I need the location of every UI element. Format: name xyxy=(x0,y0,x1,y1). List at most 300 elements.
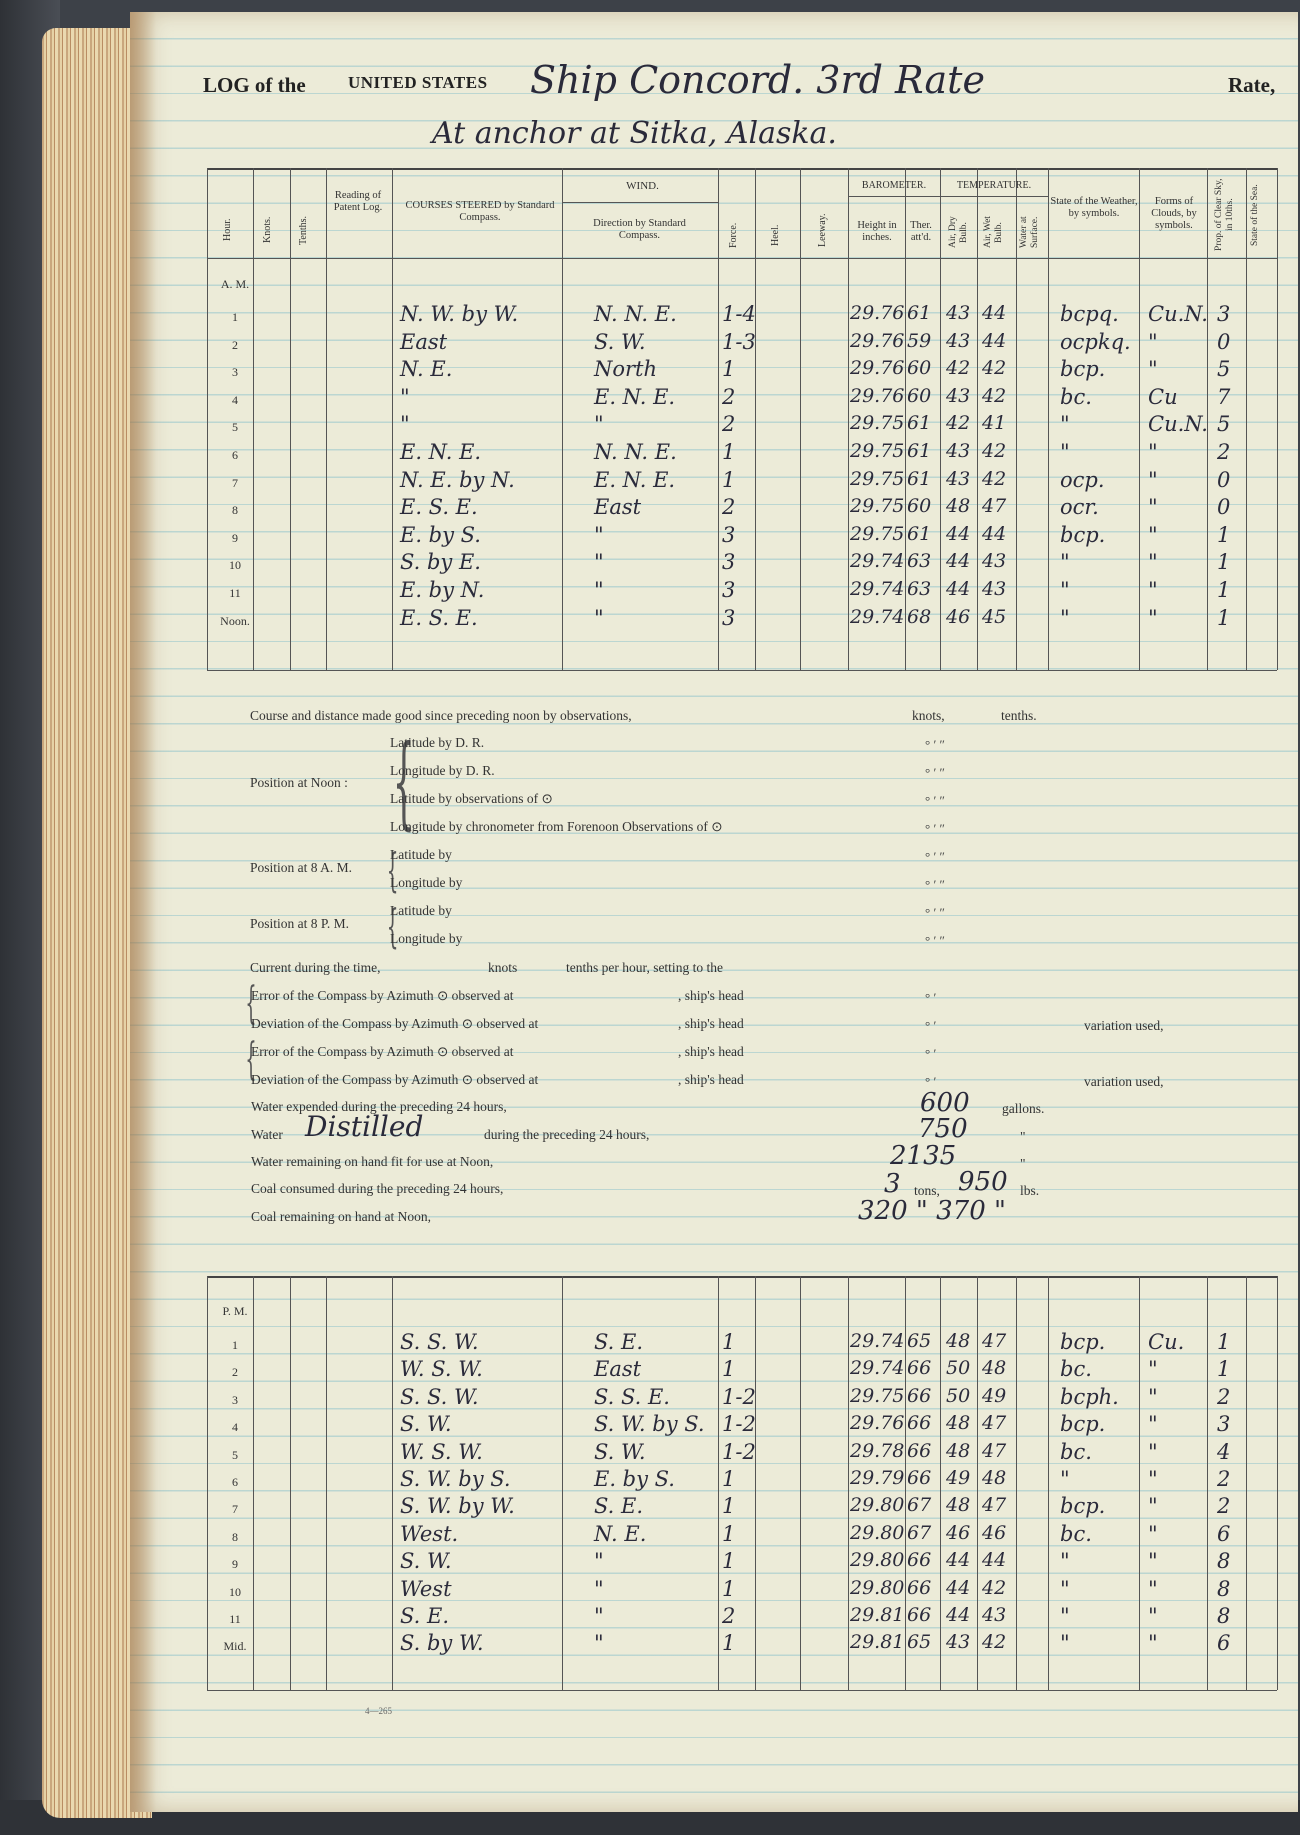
am-force-cell: 3 xyxy=(722,605,736,630)
pm-wet-bulb-cell: 43 xyxy=(982,1604,1007,1626)
col-wind: WIND. xyxy=(626,180,659,192)
pm-clouds-cell: " xyxy=(1148,1576,1158,1601)
am-wet-bulb-cell: 41 xyxy=(982,412,1007,435)
am-dry-bulb-cell: 44 xyxy=(946,550,971,573)
col-knots: Knots. xyxy=(262,216,273,244)
am-weather-cell: bcpq. xyxy=(1060,302,1119,326)
am-course-cell: E. S. E. xyxy=(400,495,478,520)
pm-barometer-cell: 29.81 xyxy=(850,1604,905,1626)
pm-weather-cell: " xyxy=(1060,1631,1070,1656)
am-col-line xyxy=(562,168,563,670)
am-weather-cell: ocp. xyxy=(1060,467,1105,492)
am-barometer-cell: 29.76 xyxy=(850,302,905,324)
pm-clouds-cell: " xyxy=(1148,1604,1158,1628)
am-barometer-cell: 29.75 xyxy=(850,495,905,518)
am-weather-cell: ocpkq. xyxy=(1060,329,1131,354)
am-barometer-cell: 29.74 xyxy=(850,605,905,628)
pm-force-cell: 1 xyxy=(722,1330,736,1354)
water-remaining-value: 2135 xyxy=(890,1141,957,1171)
pm-ther-cell: 65 xyxy=(907,1631,932,1654)
pm-clear-sky-cell: 4 xyxy=(1217,1439,1231,1464)
am-clouds-cell: " xyxy=(1148,605,1158,630)
am-hour-label: 2 xyxy=(232,337,238,352)
am-course-cell: N. W. by W. xyxy=(400,302,519,326)
col-wind-direction: Direction by Standard Compass. xyxy=(593,218,686,241)
pm-force-cell: 1-2 xyxy=(722,1384,756,1409)
am-col-line xyxy=(755,168,756,670)
position-8am-brace: { xyxy=(386,843,399,897)
col-clouds: Forms of Clouds, by symbols. xyxy=(1151,196,1197,231)
am-hour-label: 8 xyxy=(232,503,238,518)
pm-force-cell: 1-2 xyxy=(722,1412,756,1437)
am-wet-bulb-cell: 45 xyxy=(982,605,1007,628)
col-heel: Heel. xyxy=(770,224,781,246)
am-ther-cell: 61 xyxy=(907,467,932,490)
lat-obs-label: Latitude by observations of ⊙ xyxy=(390,791,553,806)
col-temperature: TEMPERATURE. xyxy=(956,180,1032,191)
water-expended-label: Water expended during the preceding 24 hours, xyxy=(251,1099,507,1114)
am-wet-bulb-cell: 44 xyxy=(982,522,1007,545)
am-dry-bulb-cell: 46 xyxy=(946,605,971,628)
pm-dry-bulb-cell: 44 xyxy=(946,1576,971,1599)
water-distilled-value: 750 xyxy=(918,1114,968,1144)
am-course-cell: " xyxy=(400,412,410,437)
am-wind-cell: N. N. E. xyxy=(594,302,677,326)
am-weather-cell: " xyxy=(1060,605,1070,630)
am-table-bottom-border xyxy=(207,670,1277,671)
am-hour-label: 11 xyxy=(229,586,241,600)
am-barometer-cell: 29.75 xyxy=(850,522,905,545)
pm-label: P. M. xyxy=(222,1304,248,1318)
am-course-cell: E. N. E. xyxy=(400,440,482,464)
gallons-label: gallons. xyxy=(1002,1101,1045,1116)
log-title: LOG of the xyxy=(203,73,306,97)
am-clear-sky-cell: 1 xyxy=(1217,522,1231,547)
pm-clear-sky-cell: 3 xyxy=(1217,1412,1231,1437)
pm-ther-cell: 67 xyxy=(907,1494,932,1517)
pm-wind-cell: S. W. xyxy=(594,1439,646,1464)
position-8pm-lat: Latitude by xyxy=(390,903,452,918)
pm-wet-bulb-cell: 42 xyxy=(982,1576,1007,1599)
am-clear-sky-cell: 5 xyxy=(1217,412,1231,437)
pm-wind-cell: " xyxy=(594,1604,604,1628)
pm-course-cell: S. W. by S. xyxy=(400,1467,511,1491)
am-clouds-cell: " xyxy=(1148,440,1158,464)
am-force-cell: 1 xyxy=(722,440,736,464)
am-wind-cell: " xyxy=(594,522,604,547)
pm-dry-bulb-cell: 48 xyxy=(946,1330,971,1352)
pm-force-cell: 1-2 xyxy=(722,1439,756,1464)
pm-clouds-cell: " xyxy=(1148,1549,1158,1574)
am-ther-cell: 61 xyxy=(907,440,932,462)
pm-col-line xyxy=(290,1276,291,1690)
am-wet-bulb-cell: 44 xyxy=(982,329,1007,352)
pm-wet-bulb-cell: 48 xyxy=(982,1357,1007,1380)
ships-head-1: , ship's head xyxy=(678,988,744,1003)
am-hour-label: 3 xyxy=(232,365,238,380)
am-dry-bulb-cell: 42 xyxy=(946,412,971,435)
pm-dry-bulb-cell: 49 xyxy=(946,1467,971,1489)
am-force-cell: 2 xyxy=(722,412,736,437)
pm-force-cell: 1 xyxy=(722,1576,736,1601)
am-col-line xyxy=(977,168,978,670)
am-clouds-cell: Cu.N. xyxy=(1148,412,1208,437)
bar-temp-subheader-line xyxy=(848,196,1048,197)
am-col-line xyxy=(940,168,941,670)
pm-barometer-cell: 29.79 xyxy=(850,1467,905,1489)
am-wind-cell: " xyxy=(594,412,604,437)
pm-col-line xyxy=(562,1276,563,1690)
col-air-wet: Air, Wet Bulb. xyxy=(983,216,1004,249)
position-8am-long: Longitude by xyxy=(390,875,463,890)
degree-minute-second-marks: ° ′ ″ xyxy=(925,877,945,892)
pm-weather-cell: " xyxy=(1060,1549,1070,1574)
am-barometer-cell: 29.76 xyxy=(850,384,905,407)
am-course-cell: East xyxy=(400,329,448,354)
am-table-top-border xyxy=(207,168,1277,170)
am-clouds-cell: " xyxy=(1148,329,1158,354)
pm-course-cell: S. by W. xyxy=(400,1631,484,1656)
am-dry-bulb-cell: 43 xyxy=(946,384,971,407)
am-clouds-cell: Cu xyxy=(1148,384,1178,409)
am-header-separator xyxy=(207,258,1277,259)
am-clouds-cell: Cu.N. xyxy=(1148,302,1208,326)
pm-col-line xyxy=(848,1276,849,1690)
pm-wind-cell: S. W. by S. xyxy=(594,1412,705,1437)
pm-ther-cell: 67 xyxy=(907,1521,932,1544)
pm-col-line xyxy=(718,1276,719,1690)
pm-weather-cell: " xyxy=(1060,1576,1070,1601)
pm-col-line xyxy=(977,1276,978,1690)
pm-weather-cell: " xyxy=(1060,1467,1070,1491)
am-weather-cell: bc. xyxy=(1060,384,1092,409)
col-weather: State of the Weather, by symbols. xyxy=(1050,196,1138,219)
variation-used-2: variation used, xyxy=(1084,1074,1164,1089)
am-col-line xyxy=(718,168,719,670)
am-dry-bulb-cell: 43 xyxy=(946,467,971,490)
pm-wet-bulb-cell: 44 xyxy=(982,1549,1007,1572)
pm-table-bottom-border xyxy=(207,1690,1277,1691)
position-8pm-brace: { xyxy=(386,899,399,953)
position-8am-lat: Latitude by xyxy=(390,847,452,862)
course-knots-label: knots, xyxy=(912,708,945,723)
pm-wind-cell: " xyxy=(594,1549,604,1574)
pm-col-line xyxy=(1277,1276,1278,1690)
degree-minute-marks: ° ′ xyxy=(925,990,937,1005)
pm-force-cell: 1 xyxy=(722,1631,736,1656)
am-barometer-cell: 29.75 xyxy=(850,440,905,462)
degree-minute-second-marks: ° ′ ″ xyxy=(925,793,945,808)
pm-col-line xyxy=(755,1276,756,1690)
am-wet-bulb-cell: 42 xyxy=(982,440,1007,462)
col-tenths: Tenths. xyxy=(298,215,309,245)
pm-course-cell: S. S. W. xyxy=(400,1384,479,1409)
col-bar-height: Height in inches. xyxy=(857,220,897,243)
pm-force-cell: 1 xyxy=(722,1357,736,1382)
pm-course-cell: W. S. W. xyxy=(400,1357,483,1382)
pm-clouds-cell: " xyxy=(1148,1412,1158,1437)
degree-minute-second-marks: ° ′ ″ xyxy=(925,765,945,780)
coal-lbs-value: 950 xyxy=(958,1167,1008,1197)
am-wet-bulb-cell: 42 xyxy=(982,467,1007,490)
pm-hour-label: 8 xyxy=(232,1529,238,1544)
pm-course-cell: S. S. W. xyxy=(400,1330,479,1354)
am-col-line xyxy=(290,168,291,670)
pm-col-line xyxy=(800,1276,801,1690)
am-clouds-cell: " xyxy=(1148,550,1158,575)
am-course-cell: " xyxy=(400,384,410,409)
pm-barometer-cell: 29.80 xyxy=(850,1521,905,1544)
pm-hour-label: 9 xyxy=(232,1557,238,1572)
pm-dry-bulb-cell: 50 xyxy=(946,1384,971,1407)
am-hour-label: Noon. xyxy=(220,613,250,628)
pm-weather-cell: bc. xyxy=(1060,1439,1092,1464)
am-col-line xyxy=(1016,168,1017,670)
am-clouds-cell: " xyxy=(1148,467,1158,492)
am-clouds-cell: " xyxy=(1148,495,1158,520)
pm-hour-label: 10 xyxy=(229,1584,241,1599)
am-force-cell: 1-4 xyxy=(722,302,756,326)
degree-minute-second-marks: ° ′ ″ xyxy=(925,905,945,920)
col-water-surface: Water at Surface. xyxy=(1019,216,1040,249)
am-hour-label: 5 xyxy=(232,420,238,435)
pm-weather-cell: bcp. xyxy=(1060,1330,1106,1354)
pm-dry-bulb-cell: 43 xyxy=(946,1631,971,1654)
pm-force-cell: 1 xyxy=(722,1549,736,1574)
pm-ther-cell: 66 xyxy=(907,1439,932,1462)
am-clear-sky-cell: 7 xyxy=(1217,384,1231,409)
pm-col-line xyxy=(1048,1276,1049,1690)
pm-force-cell: 2 xyxy=(722,1604,736,1628)
am-wind-cell: " xyxy=(594,550,604,575)
am-wind-cell: E. N. E. xyxy=(594,384,676,409)
am-clear-sky-cell: 2 xyxy=(1217,440,1231,464)
pm-wind-cell: " xyxy=(594,1576,604,1601)
location-handwritten: At anchor at Sitka, Alaska. xyxy=(432,116,837,151)
am-dry-bulb-cell: 43 xyxy=(946,329,971,352)
pm-wet-bulb-cell: 47 xyxy=(982,1439,1007,1462)
col-barometer: BAROMETER. xyxy=(861,180,927,191)
am-col-line xyxy=(848,168,849,670)
pm-ther-cell: 66 xyxy=(907,1467,932,1489)
lat-dr-label: Latitude by D. R. xyxy=(390,735,485,750)
pm-hour-label: 6 xyxy=(232,1475,238,1489)
am-ther-cell: 63 xyxy=(907,550,932,573)
am-force-cell: 1-3 xyxy=(722,329,756,354)
united-states-label: UNITED STATES xyxy=(348,73,488,92)
pm-force-cell: 1 xyxy=(722,1494,736,1519)
coal-remaining-value: 320 " 370 " xyxy=(858,1196,1006,1226)
pm-clear-sky-cell: 6 xyxy=(1217,1521,1231,1546)
am-ther-cell: 59 xyxy=(907,329,932,352)
col-courses: COURSES STEERED by Standard Compass. xyxy=(405,200,555,223)
coal-tons-value: 3 xyxy=(884,1169,901,1199)
error-compass-1: Error of the Compass by Azimuth ⊙ observed at xyxy=(251,988,514,1003)
pm-dry-bulb-cell: 46 xyxy=(946,1521,971,1544)
am-wet-bulb-cell: 42 xyxy=(982,384,1007,407)
pm-clouds-cell: " xyxy=(1148,1357,1158,1382)
col-air-dry: Air, Dry Bulb. xyxy=(948,216,969,249)
am-force-cell: 3 xyxy=(722,550,736,575)
pm-col-line xyxy=(1246,1276,1247,1690)
pm-ther-cell: 66 xyxy=(907,1357,932,1380)
pm-course-cell: West xyxy=(400,1576,452,1601)
pm-wet-bulb-cell: 47 xyxy=(982,1494,1007,1517)
am-ther-cell: 61 xyxy=(907,302,932,324)
pm-dry-bulb-cell: 50 xyxy=(946,1357,971,1380)
degree-minute-marks: ° ′ xyxy=(925,1046,937,1061)
am-col-line xyxy=(1246,168,1247,670)
am-clear-sky-cell: 1 xyxy=(1217,605,1231,630)
pm-wet-bulb-cell: 49 xyxy=(982,1384,1007,1407)
am-dry-bulb-cell: 44 xyxy=(946,578,971,600)
water-distilled-ditto: " xyxy=(1020,1129,1026,1144)
am-ther-cell: 61 xyxy=(907,522,932,545)
pm-clear-sky-cell: 1 xyxy=(1217,1357,1231,1382)
degree-minute-second-marks: ° ′ ″ xyxy=(925,933,945,948)
pm-force-cell: 1 xyxy=(722,1521,736,1546)
pm-course-cell: S. W. by W. xyxy=(400,1494,515,1519)
pm-wind-cell: E. by S. xyxy=(594,1467,675,1491)
pm-clear-sky-cell: 2 xyxy=(1217,1494,1231,1519)
am-wind-cell: N. N. E. xyxy=(594,440,677,464)
am-course-cell: E. by S. xyxy=(400,522,481,547)
pm-table-top-border xyxy=(207,1276,1277,1278)
am-wind-cell: S. W. xyxy=(594,329,646,354)
am-wet-bulb-cell: 47 xyxy=(982,495,1007,518)
water-distilled-label: during the preceding 24 hours, xyxy=(484,1127,650,1142)
pm-clear-sky-cell: 1 xyxy=(1217,1330,1231,1354)
am-wind-cell: " xyxy=(594,605,604,630)
course-distance-label: Course and distance made good since preceding noon by observations, xyxy=(250,708,632,723)
am-hour-label: 4 xyxy=(232,392,238,407)
am-force-cell: 1 xyxy=(722,357,736,382)
deviation-compass-1: Deviation of the Compass by Azimuth ⊙ observed at xyxy=(251,1016,539,1031)
position-noon-brace: { xyxy=(392,723,415,840)
tons-label: tons, xyxy=(914,1183,940,1198)
long-chron-label: Longitude by chronometer from Forenoon Observations of ⊙ xyxy=(390,819,723,834)
pm-clear-sky-cell: 6 xyxy=(1217,1631,1231,1656)
pm-ther-cell: 66 xyxy=(907,1604,932,1626)
am-ther-cell: 68 xyxy=(907,605,932,628)
am-course-cell: S. by E. xyxy=(400,550,481,575)
am-ther-cell: 60 xyxy=(907,357,932,380)
am-wet-bulb-cell: 44 xyxy=(982,302,1007,324)
pm-weather-cell: bcph. xyxy=(1060,1384,1119,1409)
pm-wet-bulb-cell: 47 xyxy=(982,1412,1007,1435)
am-clear-sky-cell: 1 xyxy=(1217,578,1231,602)
am-weather-cell: " xyxy=(1060,412,1070,437)
current-tenths-label: tenths per hour, setting to the xyxy=(566,960,723,975)
am-col-line xyxy=(1139,168,1140,670)
am-clear-sky-cell: 0 xyxy=(1217,495,1231,520)
pm-course-cell: W. S. W. xyxy=(400,1439,483,1464)
am-clouds-cell: " xyxy=(1148,578,1158,602)
pm-weather-cell: bcp. xyxy=(1060,1412,1106,1437)
pm-ther-cell: 66 xyxy=(907,1576,932,1599)
pm-hour-label: Mid. xyxy=(223,1639,247,1654)
am-weather-cell: " xyxy=(1060,550,1070,575)
pm-dry-bulb-cell: 48 xyxy=(946,1412,971,1435)
degree-minute-second-marks: ° ′ ″ xyxy=(925,821,945,836)
rate-label: Rate, xyxy=(1228,73,1276,97)
am-hour-label: 6 xyxy=(232,448,238,462)
wind-subheader-line xyxy=(562,202,718,203)
pm-clear-sky-cell: 8 xyxy=(1217,1576,1231,1601)
coal-consumed-label: Coal consumed during the preceding 24 hours, xyxy=(251,1181,504,1196)
pm-dry-bulb-cell: 48 xyxy=(946,1439,971,1462)
pm-dry-bulb-cell: 44 xyxy=(946,1604,971,1626)
am-col-line xyxy=(326,168,327,670)
pm-col-line xyxy=(1207,1276,1208,1690)
am-dry-bulb-cell: 44 xyxy=(946,522,971,545)
position-8pm-label: Position at 8 P. M. xyxy=(250,916,350,931)
pm-wet-bulb-cell: 47 xyxy=(982,1330,1007,1352)
pm-hour-label: 11 xyxy=(229,1612,241,1626)
pm-clouds-cell: Cu. xyxy=(1148,1330,1185,1354)
pm-clear-sky-cell: 8 xyxy=(1217,1549,1231,1574)
pm-barometer-cell: 29.76 xyxy=(850,1412,905,1435)
am-dry-bulb-cell: 43 xyxy=(946,302,971,324)
water-remaining-label: Water remaining on hand fit for use at Noon, xyxy=(251,1154,494,1169)
pm-wind-cell: S. E. xyxy=(594,1494,643,1519)
degree-minute-marks: ° ′ xyxy=(925,1074,937,1089)
pm-barometer-cell: 29.78 xyxy=(850,1439,905,1462)
am-wet-bulb-cell: 43 xyxy=(982,578,1007,600)
pm-course-cell: S. W. xyxy=(400,1412,452,1437)
pm-barometer-cell: 29.80 xyxy=(850,1549,905,1572)
pm-wind-cell: " xyxy=(594,1631,604,1656)
pm-course-cell: S. W. xyxy=(400,1549,452,1574)
water-remaining-ditto: " xyxy=(1020,1156,1026,1171)
pm-hour-label: 2 xyxy=(232,1365,238,1380)
am-clouds-cell: " xyxy=(1148,522,1158,547)
am-weather-cell: " xyxy=(1060,440,1070,464)
pm-weather-cell: bcp. xyxy=(1060,1494,1106,1519)
pm-clouds-cell: " xyxy=(1148,1631,1158,1656)
am-barometer-cell: 29.75 xyxy=(850,467,905,490)
am-ther-cell: 61 xyxy=(907,412,932,435)
pm-clouds-cell: " xyxy=(1148,1521,1158,1546)
degree-minute-second-marks: ° ′ ″ xyxy=(925,849,945,864)
ships-head-4: , ship's head xyxy=(678,1072,744,1087)
am-col-line xyxy=(800,168,801,670)
am-force-cell: 1 xyxy=(722,467,736,492)
pm-wind-cell: N. E. xyxy=(594,1521,647,1546)
am-clouds-cell: " xyxy=(1148,357,1158,382)
am-clear-sky-cell: 0 xyxy=(1217,467,1231,492)
col-hour: Hour. xyxy=(222,218,233,242)
pm-hour-label: 7 xyxy=(232,1502,238,1517)
am-hour-label: 10 xyxy=(229,558,241,573)
am-weather-cell: " xyxy=(1060,578,1070,602)
pm-weather-cell: bc. xyxy=(1060,1521,1092,1546)
am-course-cell: E. by N. xyxy=(400,578,485,602)
degree-minute-marks: ° ′ xyxy=(925,1018,937,1033)
pm-hour-label: 4 xyxy=(232,1420,238,1435)
pm-ther-cell: 65 xyxy=(907,1330,932,1352)
am-col-line xyxy=(1048,168,1049,670)
form-number: 4—265 xyxy=(365,1706,392,1716)
am-course-cell: E. S. E. xyxy=(400,605,478,630)
am-wind-cell: E. N. E. xyxy=(594,467,676,492)
water-label: Water xyxy=(251,1127,283,1142)
am-dry-bulb-cell: 48 xyxy=(946,495,971,518)
pm-barometer-cell: 29.74 xyxy=(850,1330,905,1352)
am-wind-cell: " xyxy=(594,578,604,602)
am-barometer-cell: 29.76 xyxy=(850,357,905,380)
pm-col-line xyxy=(1016,1276,1017,1690)
